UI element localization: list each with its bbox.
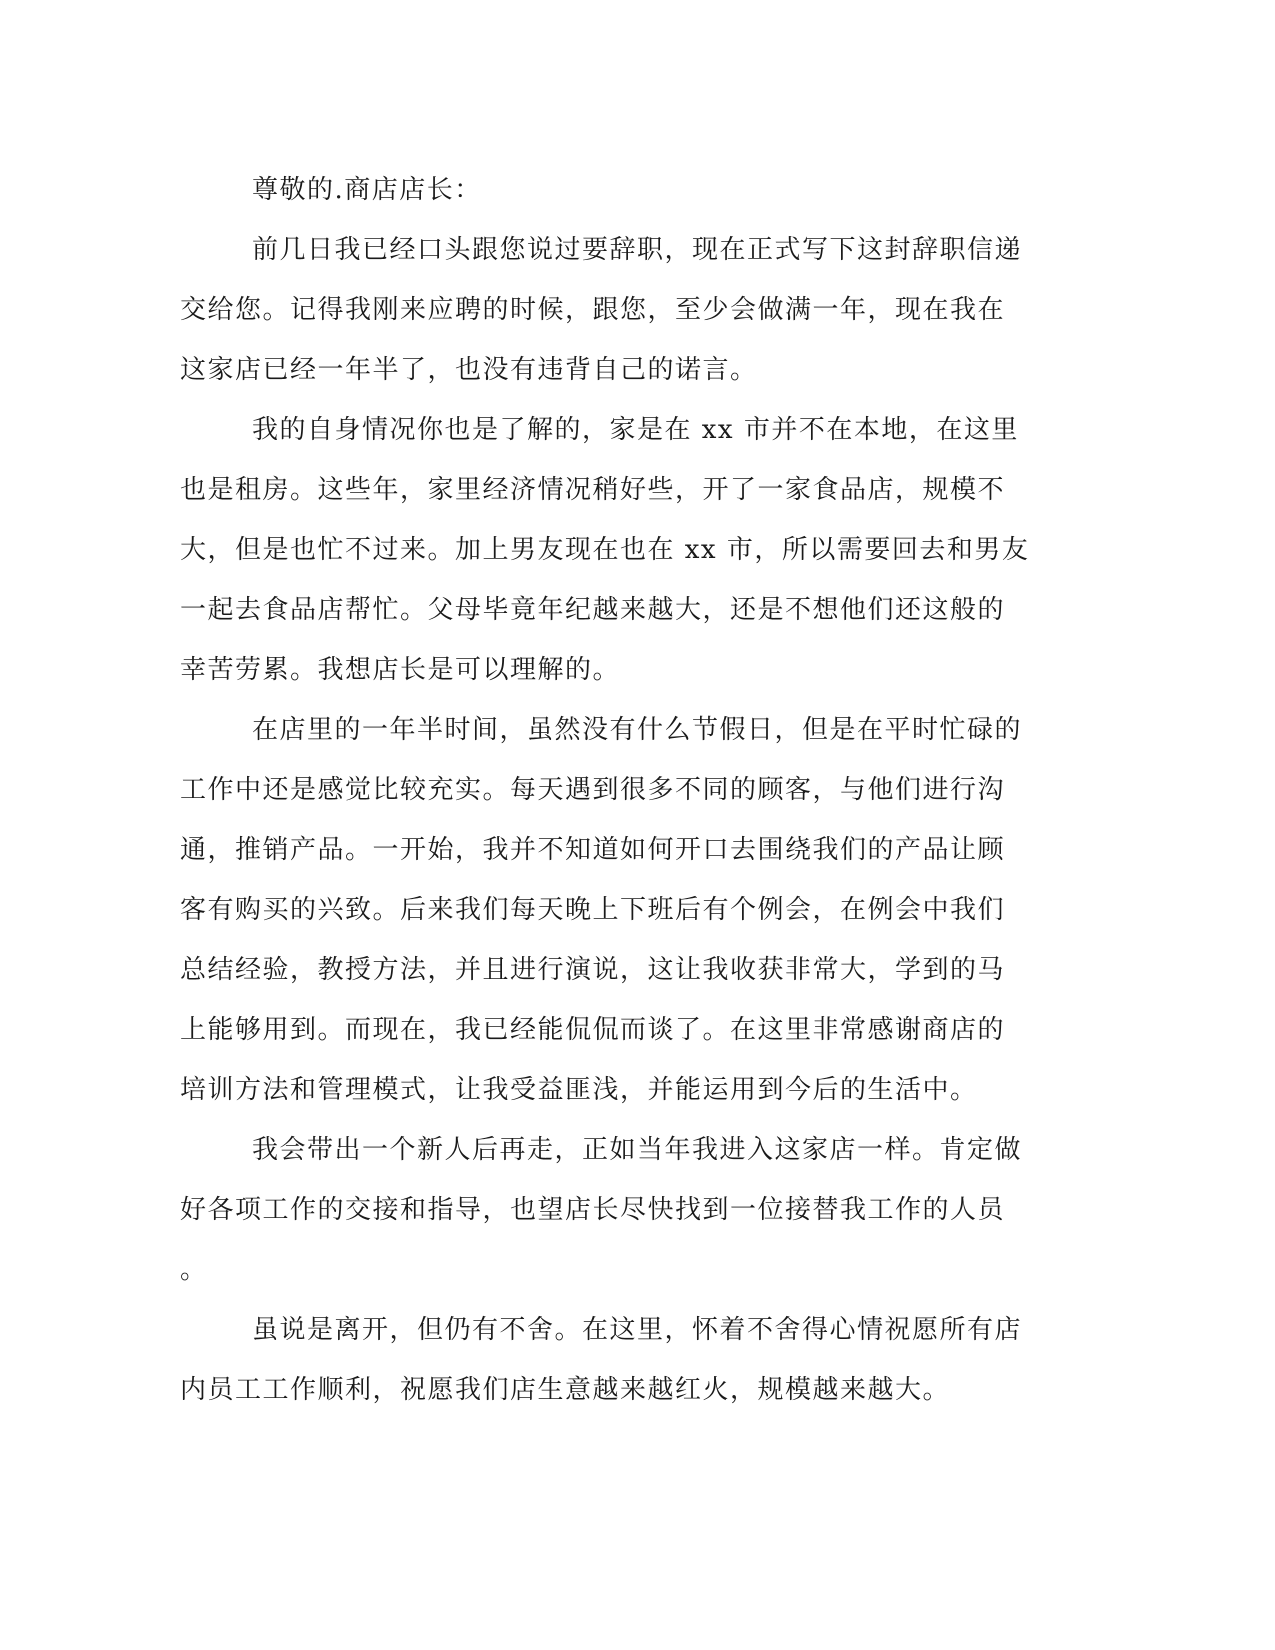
paragraph-line: 工作中还是感觉比较充实。每天遇到很多不同的顾客，与他们进行沟: [180, 775, 1006, 805]
paragraph-5: [180, 1300, 1040, 1420]
paragraph-line: 一起去食品店帮忙。父母毕竟年纪越来越大，还是不想他们还这般的: [180, 595, 1006, 625]
paragraph-line: 总结经验，教授方法，并且进行演说，这让我收获非常大，学到的马: [180, 955, 1006, 985]
paragraph-line: 好各项工作的交接和指导，也望店长尽快找到一位接替我工作的人员: [180, 1195, 1006, 1225]
paragraph-line: 客有购买的兴致。后来我们每天晚上下班后有个例会，在例会中我们: [180, 895, 1006, 925]
paragraph-line: 前几日我已经口头跟您说过要辞职，现在正式写下这封辞职信递: [252, 235, 1023, 265]
paragraph-line: 大，但是也忙不过来。加上男友现在也在 xx 市，所以需要回去和男友: [180, 535, 1030, 565]
paragraph-line: 内员工工作顺利，祝愿我们店生意越来越红火，规模越来越大。: [180, 1375, 951, 1405]
paragraph-line: 培训方法和管理模式，让我受益匪浅，并能运用到今后的生活中。: [180, 1075, 978, 1105]
paragraph-line: 虽说是离开，但仍有不舍。在这里，怀着不舍得心情祝愿所有店: [252, 1315, 1023, 1345]
paragraph-3: [180, 700, 1040, 1120]
paragraph-2: [180, 400, 1040, 700]
paragraph-line: 在店里的一年半时间，虽然没有什么节假日，但是在平时忙碌的: [252, 715, 1023, 745]
paragraph-4: [180, 1120, 1040, 1300]
paragraph-line: 。: [180, 1255, 208, 1285]
paragraph-line: 这家店已经一年半了，也没有违背自己的诺言。: [180, 355, 758, 385]
letter-body: [180, 160, 1040, 1420]
paragraph-line: 我会带出一个新人后再走，正如当年我进入这家店一样。肯定做: [252, 1135, 1023, 1165]
paragraph-line: 我的自身情况你也是了解的，家是在 xx 市并不在本地，在这里: [252, 415, 1019, 445]
paragraph-line: 也是租房。这些年，家里经济情况稍好些，开了一家食品店，规模不: [180, 475, 1006, 505]
salutation: 尊敬的.商店店长：: [252, 175, 482, 205]
paragraph-line: 幸苦劳累。我想店长是可以理解的。: [180, 655, 621, 685]
paragraph-line: 上能够用到。而现在，我已经能侃侃而谈了。在这里非常感谢商店的: [180, 1015, 1006, 1045]
paragraph-line: 交给您。记得我刚来应聘的时候，跟您，至少会做满一年，现在我在: [180, 295, 1006, 325]
paragraph-line: 通，推销产品。一开始，我并不知道如何开口去围绕我们的产品让顾: [180, 835, 1006, 865]
paragraph-1: [180, 220, 1040, 400]
